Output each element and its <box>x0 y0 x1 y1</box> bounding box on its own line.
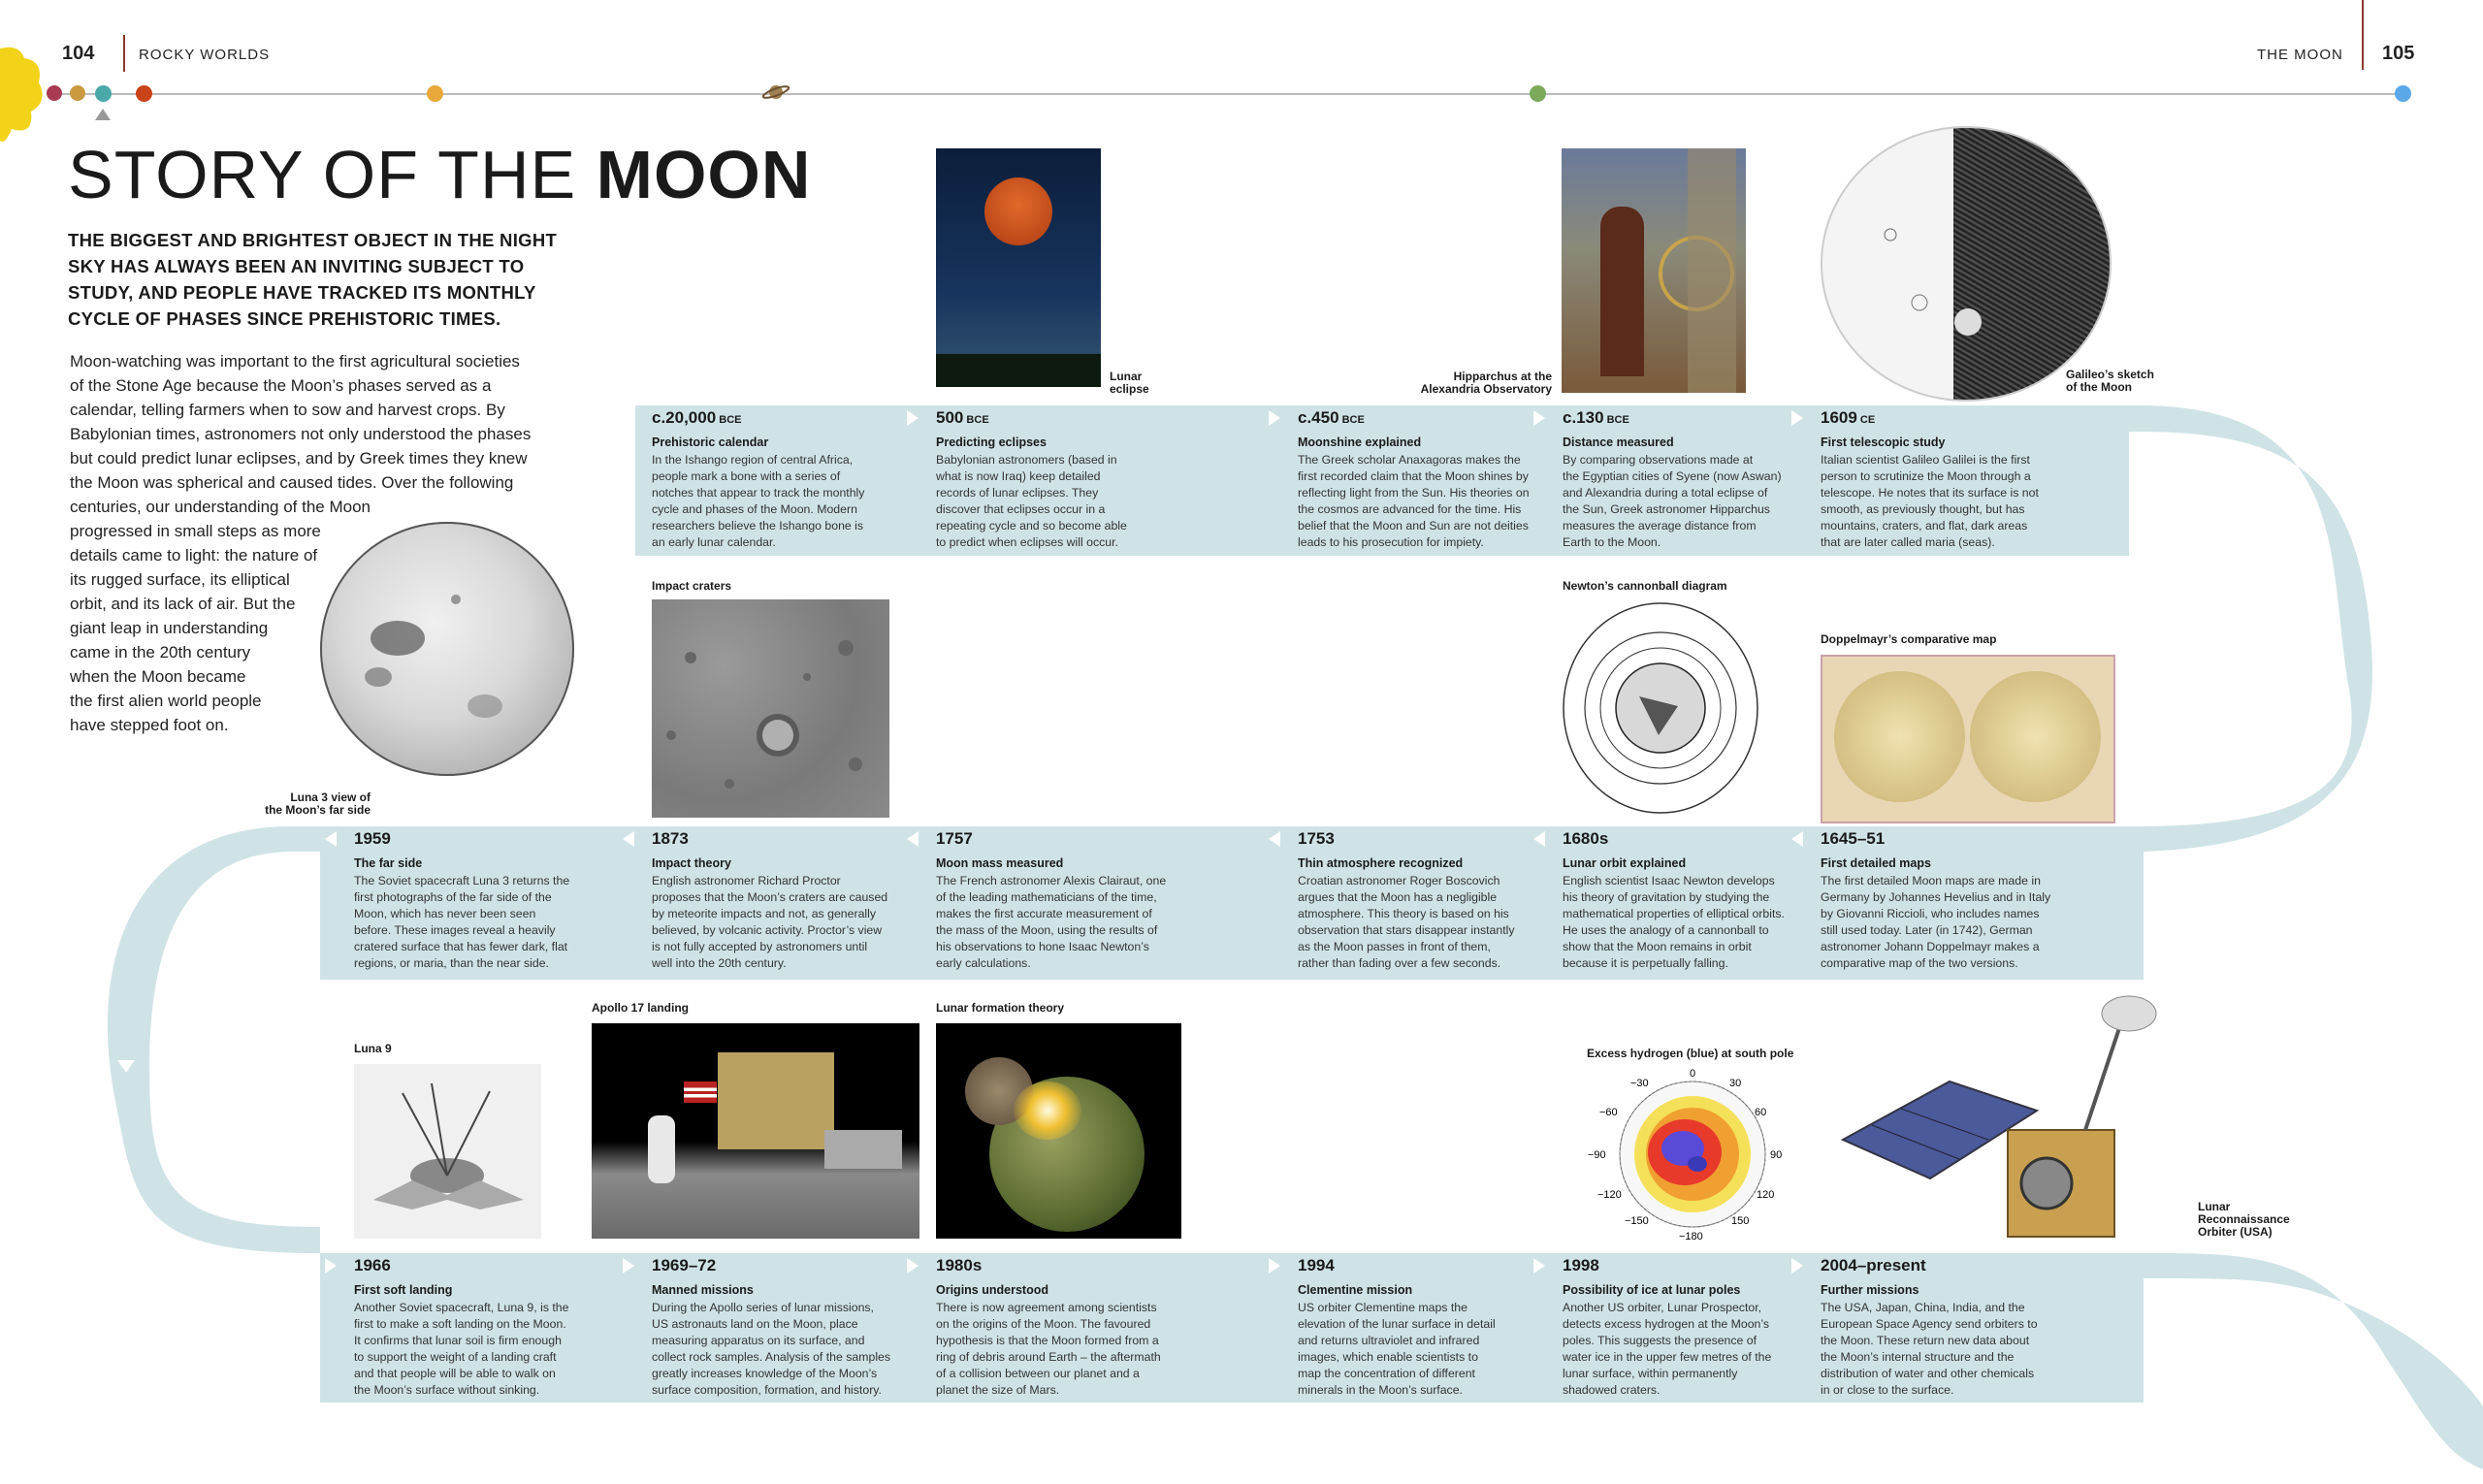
timeline-event-text <box>1298 1300 1496 1399</box>
impact-craters-image <box>652 599 889 818</box>
body-line: Babylonian times, astronomers not only understood the phases <box>70 425 532 443</box>
timeline-event-line: comparative map of the two versions. <box>1821 956 2018 970</box>
planet-mercury-dot[interactable] <box>47 85 62 101</box>
timeline-marker-icon <box>1791 410 1803 426</box>
timeline-marker-icon <box>1533 1258 1545 1274</box>
hipparchus-caption: Hipparchus at the Alexandria Observatory <box>1420 370 1552 396</box>
timeline-event-title: Prehistoric calendar <box>652 436 769 449</box>
timeline-event-line: regions, or maria, than the near side. <box>354 956 549 970</box>
timeline-event-line: of a collision between our planet and a <box>936 1367 1140 1380</box>
timeline-event-line: in or close to the surface. <box>1821 1383 1954 1397</box>
timeline-date-value: 1757 <box>936 829 973 848</box>
timeline-date <box>1298 1256 1335 1275</box>
timeline-event-text <box>354 1300 568 1399</box>
timeline-event-line: that are later called maria (seas). <box>1821 535 1995 549</box>
galileo-sketch-image <box>1821 126 2112 402</box>
polar-label-3: 90 <box>1770 1149 1783 1161</box>
timeline-event-line: records of lunar eclipses. They <box>936 486 1099 500</box>
timeline-event-line: There is now agreement among scientists <box>936 1301 1157 1314</box>
timeline-event-line: the Moon’s surface without sinking. <box>354 1383 540 1397</box>
timeline-date <box>1821 829 1885 849</box>
intro-paragraph: THE BIGGEST AND BRIGHTEST OBJECT IN THE NIGHT SKY HAS ALWAYS BEEN AN INVITING SUBJECT TO STUDY, AND PEOPLE HAVE TRACKED ITS MONTHLY CYCLE OF PHASES SINCE PREHISTORIC TIMES. <box>68 230 558 329</box>
timeline-event-line: telescope. He notes that its surface is not <box>1821 486 2039 500</box>
timeline-event-title: Predicting eclipses <box>936 436 1047 449</box>
body-line: but could predict lunar eclipses, and by Greek times they knew <box>70 449 528 468</box>
timeline-event-line: measures the average distance from <box>1563 519 1757 532</box>
timeline-event-title: Moonshine explained <box>1298 436 1422 449</box>
timeline-event-line: researchers believe the Ishango bone is <box>652 519 864 532</box>
timeline-event-title: The far side <box>354 856 423 870</box>
timeline-event-line: smooth, as previously thought, but has <box>1821 502 2025 516</box>
timeline-event-line: It confirms that lunar soil is firm enough <box>354 1334 562 1347</box>
timeline-date-era: BCE <box>963 414 989 426</box>
timeline-event-line: The USA, Japan, China, India, and the <box>1821 1301 2025 1314</box>
body-line: the Moon was spherical and caused tides. Over the following <box>70 473 514 492</box>
timeline-event-line: proposes that the Moon’s craters are caused <box>652 890 888 904</box>
timeline-event-title: First detailed maps <box>1821 856 1931 870</box>
timeline-date-value: c.130 <box>1563 408 1604 427</box>
timeline-event-line: early calculations. <box>936 956 1031 970</box>
timeline-marker-icon <box>907 1258 919 1274</box>
timeline-event-line: to support the weight of a landing craft <box>354 1350 557 1364</box>
timeline-event-text <box>936 452 1127 551</box>
left-rule <box>123 35 125 72</box>
timeline-event-line: greatly increases knowledge of the Moon’s <box>652 1367 878 1380</box>
timeline-event-title: Possibility of ice at lunar poles <box>1563 1283 1741 1297</box>
polar-label-7: −150 <box>1625 1215 1649 1227</box>
timeline-event-line: and that people will be able to walk on <box>354 1367 556 1380</box>
timeline-date-value: 1998 <box>1563 1256 1599 1274</box>
timeline-event-line: In the Ishango region of central Africa, <box>652 453 854 467</box>
timeline-date <box>936 1256 982 1275</box>
timeline-date-value: 1980s <box>936 1256 983 1274</box>
body-line: giant leap in understanding <box>70 619 269 637</box>
body-line: Moon-watching was important to the first agricultural societies <box>70 352 520 371</box>
polar-label-0: 0 <box>1690 1068 1696 1080</box>
timeline-event-title: Origins understood <box>936 1283 1048 1297</box>
timeline-marker-icon <box>907 410 919 426</box>
timeline-event-line: US orbiter Clementine maps the <box>1298 1301 1467 1314</box>
timeline-event-line: of the leading mathematicians of the time, <box>936 890 1157 904</box>
body-line: orbit, and its lack of air. But the <box>70 595 296 613</box>
timeline-date-value: 1873 <box>652 829 689 848</box>
timeline-event-title: Lunar orbit explained <box>1563 856 1687 870</box>
timeline-date <box>652 829 689 849</box>
body-line: of the Stone Age because the Moon’s phases served as a <box>70 376 492 395</box>
ribbon-arrow-down-left-icon <box>117 1060 135 1073</box>
luna3-caption: Luna 3 view of the Moon’s far side <box>265 790 371 817</box>
planet-saturn-icon[interactable] <box>761 81 790 103</box>
timeline-date <box>1821 1256 1926 1275</box>
page-title-light: STORY OF THE <box>68 137 597 212</box>
timeline-date <box>1821 408 1875 428</box>
timeline-event-text <box>354 873 569 972</box>
timeline-event-line: ring of debris around Earth – the aftermath <box>936 1350 1161 1364</box>
timeline-event-line: elevation of the lunar surface in detail <box>1298 1317 1496 1331</box>
timeline-event-title: First soft landing <box>354 1283 453 1297</box>
body-line: centuries, our understanding of the Moon <box>70 498 371 516</box>
timeline-date-era: CE <box>1856 414 1876 426</box>
timeline-event-line: to predict when eclipses will occur. <box>936 535 1118 549</box>
timeline-event-line: Another Soviet spacecraft, Luna 9, is the <box>354 1301 569 1314</box>
right-section-label: THE MOON <box>2257 47 2343 63</box>
timeline-event-title: Impact theory <box>652 856 731 870</box>
timeline-marker-icon <box>1533 831 1545 847</box>
timeline-marker-icon <box>1269 410 1280 426</box>
body-line: came in the 20th century <box>70 643 251 661</box>
newton-caption: Newton’s cannonball diagram <box>1563 579 1727 593</box>
doppelmayr-caption: Doppelmayr’s comparative map <box>1821 632 1997 646</box>
timeline-event-text <box>1298 873 1515 972</box>
timeline-event-line: minerals in the Moon’s surface. <box>1298 1383 1463 1397</box>
planet-jupiter-dot[interactable] <box>427 85 443 102</box>
timeline-event-line: distribution of water and other chemicals <box>1821 1367 2035 1380</box>
timeline-event-text <box>652 452 864 551</box>
timeline-event-line: repeating cycle and so become able <box>936 519 1127 532</box>
timeline-event-line: map the concentration of different <box>1298 1367 1475 1380</box>
timeline-event-line: because it is perpetually falling. <box>1563 956 1728 970</box>
timeline-event-line: The Soviet spacecraft Luna 3 returns the <box>354 874 570 887</box>
timeline-event-line: leads to his prosecution for impiety. <box>1298 535 1484 549</box>
timeline-marker-icon <box>623 1258 634 1274</box>
timeline-date-value: 1609 <box>1821 408 1857 427</box>
timeline-event-line: the Moon’s internal structure and the <box>1821 1350 2015 1364</box>
timeline-date <box>354 829 391 849</box>
right-rule <box>2362 0 2364 70</box>
timeline-event-line: The Greek scholar Anaxagoras makes the <box>1298 453 1521 467</box>
timeline-event-line: first recorded claim that the Moon shines by <box>1298 469 1529 483</box>
timeline-event-line: Another US orbiter, Lunar Prospector, <box>1563 1301 1762 1314</box>
polar-label-8: −120 <box>1597 1189 1622 1201</box>
planet-earth-dot[interactable] <box>95 85 112 102</box>
timeline-event-line: and returns ultraviolet and infrared <box>1298 1334 1480 1347</box>
timeline-event-text <box>1298 452 1530 551</box>
timeline-event-line: still used today. Later (in 1742), German <box>1821 923 2033 937</box>
polar-label-10: −60 <box>1599 1107 1618 1118</box>
timeline-event-line: Germany by Johannes Hevelius and in Italy <box>1821 890 2051 904</box>
timeline-event-line: English scientist Isaac Newton develops <box>1563 874 1775 887</box>
timeline-event-line: poles. This suggests the presence of <box>1563 1334 1757 1347</box>
timeline-event-text <box>1821 1300 2038 1399</box>
timeline-marker-icon <box>623 410 634 426</box>
lunar-formation-caption: Lunar formation theory <box>936 1001 1065 1015</box>
polar-label-11: −30 <box>1630 1078 1649 1089</box>
planet-nav-line <box>48 93 2405 95</box>
timeline-event-text <box>1821 452 2039 551</box>
lro-caption: Lunar Reconnaissance Orbiter (USA) <box>2198 1200 2290 1239</box>
hipparchus-painting-image <box>1562 148 1746 393</box>
timeline-event-line: the Egyptian cities of Syene (now Aswan) <box>1563 469 1782 483</box>
timeline-event-line: atmosphere. This theory is based on his <box>1298 907 1509 920</box>
timeline-marker-icon <box>907 831 919 847</box>
timeline-event-line: the Moon. These return new data about <box>1821 1334 2030 1347</box>
impact-craters-caption: Impact craters <box>652 579 732 593</box>
timeline-event-title: Further missions <box>1821 1283 1919 1297</box>
timeline-event-line: English astronomer Richard Proctor <box>652 874 841 887</box>
timeline-event-text <box>936 1300 1161 1399</box>
body-line: details came to light: the nature of <box>70 546 318 565</box>
polar-label-9: −90 <box>1588 1149 1606 1161</box>
timeline-event-line: people mark a bone with a series of <box>652 469 841 483</box>
timeline-date <box>936 408 989 428</box>
right-page-number: 105 <box>2382 43 2415 64</box>
timeline-event-line: the Sun, Greek astronomer Hipparchus <box>1563 502 1770 516</box>
luna9-image <box>354 1064 541 1239</box>
body-line: its rugged surface, its elliptical <box>70 570 290 589</box>
timeline-date-value: 1994 <box>1298 1256 1335 1274</box>
body-line: the first alien world people <box>70 692 262 710</box>
left-page-number: 104 <box>62 43 95 64</box>
timeline-event-text <box>1563 1300 1771 1399</box>
timeline-date-value: 1645–51 <box>1821 829 1886 848</box>
timeline-event-line: believed, by volcanic activity. Proctor’s view <box>652 923 883 937</box>
timeline-date <box>1298 829 1335 849</box>
timeline-event-line: He uses the analogy of a cannonball to <box>1563 923 1769 937</box>
polar-label-1: 30 <box>1729 1078 1742 1089</box>
body-line: progressed in small steps as more <box>70 522 321 540</box>
hydrogen-caption: Excess hydrogen (blue) at south pole <box>1587 1047 1794 1060</box>
timeline-event-line: Moon, which has never been seen <box>354 907 536 920</box>
timeline-event-text <box>652 873 887 972</box>
polar-label-4: 120 <box>1757 1189 1775 1201</box>
apollo17-image <box>592 1023 919 1239</box>
timeline-date <box>1563 829 1608 849</box>
timeline-date-value: 2004–present <box>1821 1256 1926 1274</box>
timeline-event-text <box>1821 873 2050 972</box>
timeline-marker-icon <box>623 831 634 847</box>
lunar-eclipse-caption: Lunar eclipse <box>1110 370 1149 396</box>
planet-mars-dot[interactable] <box>136 85 152 102</box>
timeline-event-text <box>1563 452 1782 551</box>
timeline-event-line: the mass of the Moon, using the results of <box>936 923 1158 937</box>
timeline-marker-icon <box>325 831 337 847</box>
timeline-event-line: lunar surface, within permanently <box>1563 1367 1738 1380</box>
timeline-marker-icon <box>1533 410 1545 426</box>
timeline-marker-icon <box>1791 1258 1803 1274</box>
timeline-event-line: measuring apparatus on its surface, and <box>652 1334 865 1347</box>
timeline-event-line: Babylonian astronomers (based in <box>936 453 1117 467</box>
timeline-event-title: Manned missions <box>652 1283 754 1297</box>
timeline-date <box>1563 408 1629 428</box>
timeline-date <box>936 829 973 849</box>
timeline-event-line: mathematical properties of elliptical orbits. <box>1563 907 1785 920</box>
timeline-event-line: Italian scientist Galileo Galilei is the first <box>1821 453 2030 467</box>
timeline-event-line: astronomer Johann Doppelmayr makes a <box>1821 940 2040 953</box>
page-title-bold: MOON <box>596 137 812 212</box>
timeline-date-value: 500 <box>936 408 964 427</box>
timeline-date-era: BCE <box>1603 414 1629 426</box>
timeline-event-line: and Alexandria during a total eclipse of <box>1563 486 1768 500</box>
doppelmayr-map-image <box>1821 655 2115 823</box>
timeline-event-line: as the Moon passes in front of them, <box>1298 940 1491 953</box>
body-line: when the Moon became <box>70 667 246 686</box>
timeline-marker-icon <box>325 1258 337 1274</box>
timeline-date <box>652 408 741 428</box>
polar-label-5: 150 <box>1731 1215 1750 1227</box>
galileo-caption: Galileo’s sketch of the Moon <box>2066 368 2154 394</box>
timeline-event-line: During the Apollo series of lunar missions, <box>652 1301 874 1314</box>
polar-label-6: −180 <box>1679 1231 1703 1242</box>
apollo17-caption: Apollo 17 landing <box>592 1001 690 1015</box>
timeline-event-line: what is now Iraq) keep detailed <box>936 469 1101 483</box>
timeline-date-value: 1966 <box>354 1256 391 1274</box>
timeline-event-line: hypothesis is that the Moon formed from a <box>936 1334 1159 1347</box>
timeline-event-line: observation that stars disappear instantly <box>1298 923 1515 937</box>
polar-label-2: 60 <box>1755 1107 1767 1118</box>
planet-venus-dot[interactable] <box>70 85 85 101</box>
lunar-eclipse-image <box>936 148 1101 387</box>
timeline-event-line: an early lunar calendar. <box>652 535 776 549</box>
current-location-marker-icon <box>95 109 111 120</box>
body-line: have stepped foot on. <box>70 716 229 734</box>
timeline-date-value: c.20,000 <box>652 408 717 427</box>
page-title <box>68 136 811 213</box>
timeline-event-line: surface composition, formation, and history. <box>652 1383 882 1397</box>
timeline-date <box>1563 1256 1599 1275</box>
timeline-event-line: argues that the Moon has a negligible <box>1298 890 1498 904</box>
timeline-event-line: by meteorite impacts and not, as generally <box>652 907 877 920</box>
timeline-event-line: before. These images reveal a heavily <box>354 923 556 937</box>
timeline-event-line: his observations to hone Isaac Newton’s <box>936 940 1149 953</box>
timeline-event-line: images, which enable scientists to <box>1298 1350 1478 1364</box>
hydrogen-polar-map <box>1576 1067 1809 1246</box>
timeline-event-line: planet the size of Mars. <box>936 1383 1060 1397</box>
timeline-event-line: The first detailed Moon maps are made in <box>1821 874 2041 887</box>
timeline-event-text <box>652 1300 890 1399</box>
timeline-event-title: Clementine mission <box>1298 1283 1413 1297</box>
timeline-event-line: Croatian astronomer Roger Boscovich <box>1298 874 1500 887</box>
planet-neptune-dot[interactable] <box>2395 85 2411 102</box>
timeline-event-line: water ice in the upper few metres of the <box>1563 1350 1772 1364</box>
timeline-event-line: his theory of gravitation by studying the <box>1563 890 1770 904</box>
timeline-event-title: Moon mass measured <box>936 856 1064 870</box>
lunar-formation-image <box>936 1023 1181 1239</box>
timeline-event-line: is not fully accepted by astronomers until <box>652 940 868 953</box>
timeline-date-value: 1959 <box>354 829 391 848</box>
body-line: calendar, telling farmers when to sow and harvest crops. By <box>70 401 505 419</box>
timeline-marker-icon <box>1269 831 1280 847</box>
timeline-event-line: The French astronomer Alexis Clairaut, one <box>936 874 1167 887</box>
timeline-event-line: belief that the Moon and Sun are not deities <box>1298 519 1529 532</box>
timeline-date-era: BCE <box>1338 414 1365 426</box>
timeline-date <box>652 1256 716 1275</box>
ribbon-arrow-down-right-icon <box>2308 616 2326 629</box>
timeline-event-line: European Space Agency send orbiters to <box>1821 1317 2038 1331</box>
timeline-event-line: detects excess hydrogen at the Moon’s <box>1563 1317 1770 1331</box>
timeline-event-line: discover that eclipses occur in a <box>936 502 1106 516</box>
timeline-event-line: person to scrutinize the Moon through a <box>1821 469 2031 483</box>
timeline-event-line: reflecting light from the Sun. His theories on <box>1298 486 1530 500</box>
timeline-event-line: notches that appear to track the monthly <box>652 486 865 500</box>
timeline-event-line: rather than fading over a few seconds. <box>1298 956 1501 970</box>
timeline-marker-icon <box>1791 831 1803 847</box>
timeline-date-value: 1753 <box>1298 829 1335 848</box>
timeline-marker-icon <box>1269 1258 1280 1274</box>
timeline-date <box>354 1256 391 1275</box>
timeline-event-line: well into the 20th century. <box>652 956 787 970</box>
timeline-event-line: US astronauts land on the Moon, place <box>652 1317 858 1331</box>
timeline-event-line: the cosmos are advanced for the time. His <box>1298 502 1522 516</box>
timeline-event-title: Thin atmosphere recognized <box>1298 856 1464 870</box>
timeline-date-value: 1969–72 <box>652 1256 717 1274</box>
lro-spacecraft-image <box>1833 984 2182 1295</box>
left-section-label: ROCKY WORLDS <box>139 47 271 63</box>
luna9-caption: Luna 9 <box>354 1042 392 1055</box>
timeline-event-line: show that the Moon remains in orbit <box>1563 940 1752 953</box>
timeline-event-line: shadowed craters. <box>1563 1383 1661 1397</box>
timeline-date-value: 1680s <box>1563 829 1609 848</box>
timeline-event-line: cratered surface that has fewer dark, flat <box>354 940 568 953</box>
timeline-event-text <box>1563 873 1785 972</box>
sun-icon <box>0 44 48 145</box>
timeline-event-line: first photographs of the far side of the <box>354 890 552 904</box>
timeline-event-line: collect rock samples. Analysis of the samples <box>652 1350 891 1364</box>
timeline-date-era: BCE <box>716 414 742 426</box>
timeline-event-title: Distance measured <box>1563 436 1674 449</box>
timeline-date-value: c.450 <box>1298 408 1339 427</box>
planet-uranus-dot[interactable] <box>1530 85 1546 102</box>
luna3-farside-image <box>320 522 574 776</box>
timeline-event-line: mountains, craters, and flat, dark areas <box>1821 519 2028 532</box>
timeline-event-line: cycle and phases of the Moon. Modern <box>652 502 857 516</box>
timeline-event-line: By comparing observations made at <box>1563 453 1754 467</box>
timeline-event-line: Earth to the Moon. <box>1563 535 1661 549</box>
timeline-event-text <box>936 873 1166 972</box>
timeline-event-line: by Giovanni Riccioli, who includes names <box>1821 907 2040 920</box>
timeline-event-line: makes the first accurate measurement of <box>936 907 1152 920</box>
timeline-date <box>1298 408 1365 428</box>
timeline-event-line: on the origins of the Moon. The favoured <box>936 1317 1151 1331</box>
newton-cannonball-diagram <box>1562 599 1760 818</box>
timeline-event-title: First telescopic study <box>1821 436 1946 449</box>
timeline-event-line: first to make a soft landing on the Moon. <box>354 1317 566 1331</box>
